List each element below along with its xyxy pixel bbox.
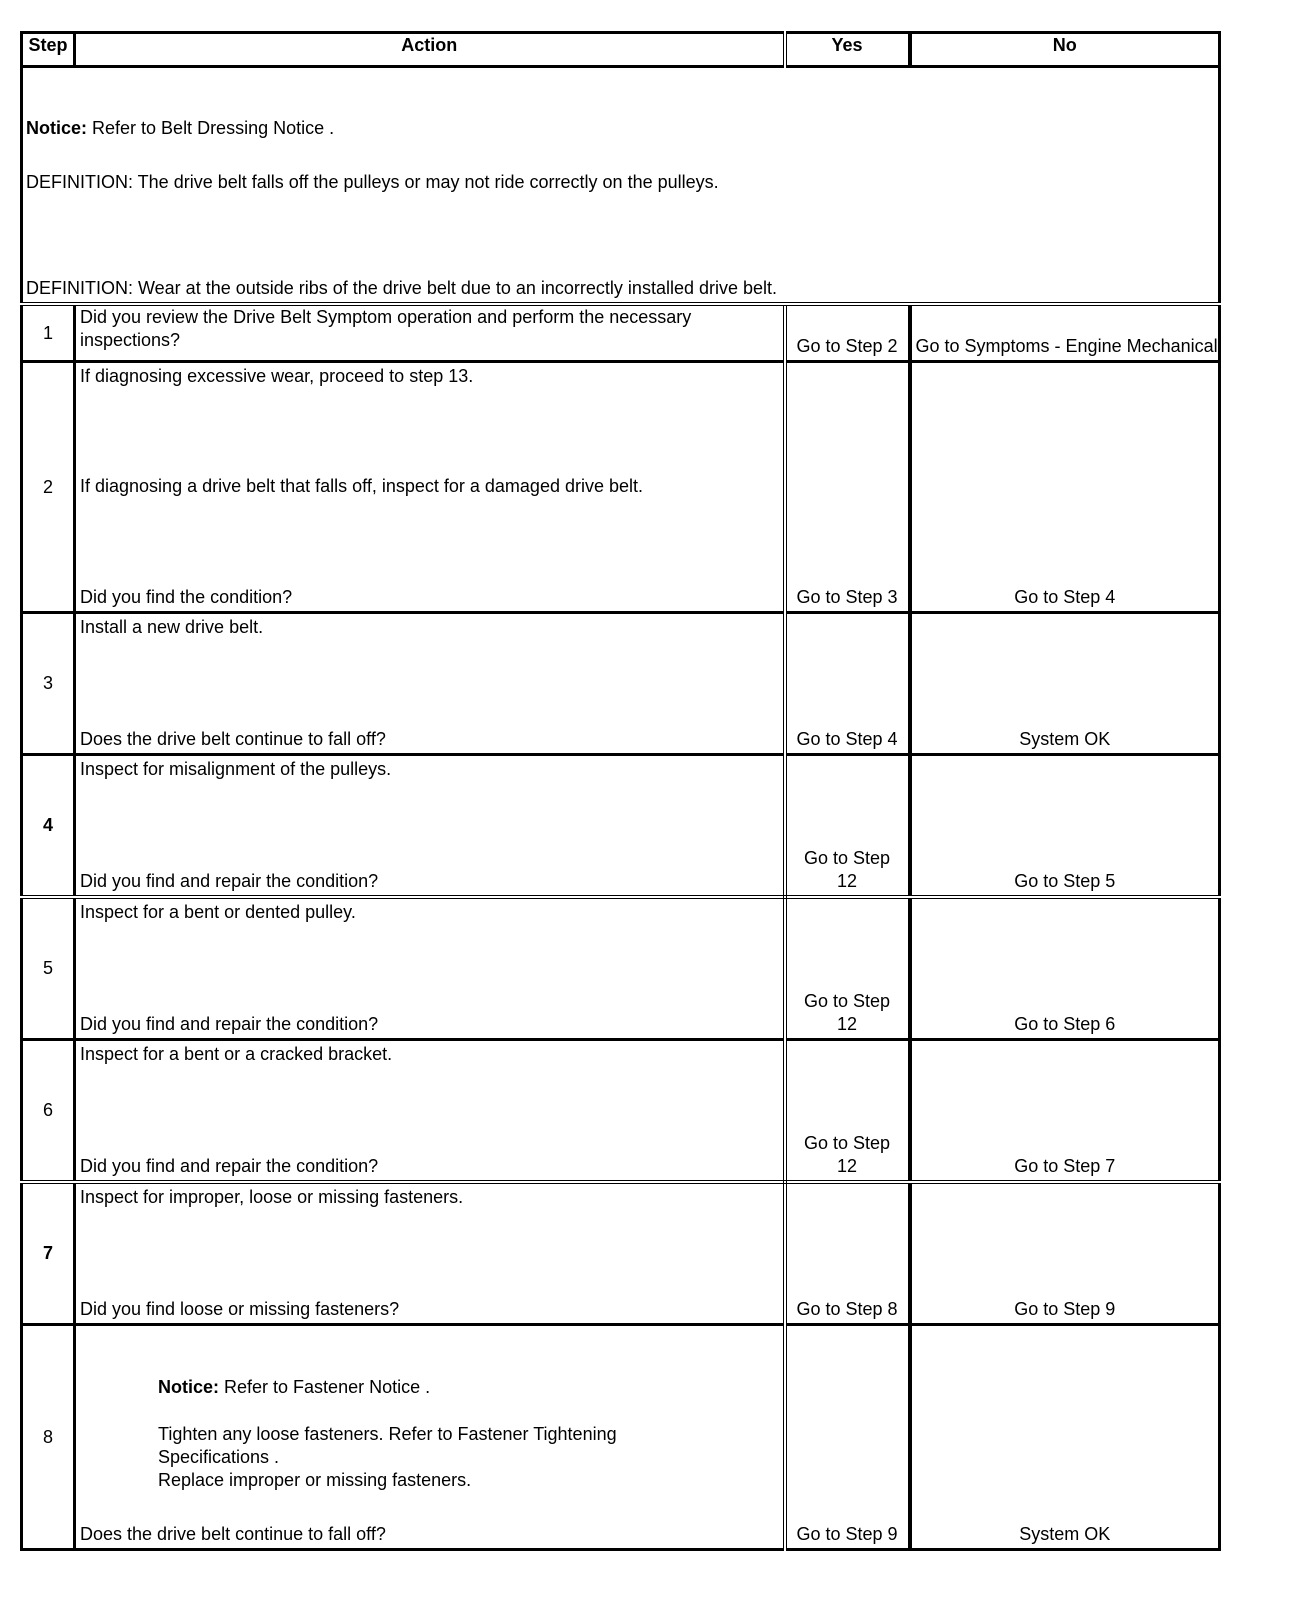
- header-no: No: [910, 33, 1220, 67]
- notice-label: Notice:: [158, 1377, 220, 1397]
- no-link[interactable]: Go to Step 7: [910, 1040, 1220, 1183]
- notice-text: Refer to Belt Dressing Notice .: [87, 118, 335, 138]
- action-instruction: Install a new drive belt.: [80, 617, 264, 637]
- action-instruction: Inspect for a bent or dented pulley.: [80, 902, 356, 922]
- action-line-1: Tighten any loose fasteners. Refer to Fastener Tightening: [158, 1424, 617, 1444]
- no-link[interactable]: Go to Step 9: [910, 1182, 1220, 1325]
- yes-link[interactable]: Go to Step 4: [785, 613, 910, 755]
- action-instruction-2: If diagnosing a drive belt that falls off, inspect for a damaged drive belt.: [80, 476, 644, 496]
- action-question: Did you find the condition?: [80, 587, 293, 607]
- intro-cell: [22, 67, 1220, 305]
- action-question: Did you find and repair the condition?: [80, 871, 379, 891]
- definition-wear: DEFINITION: Wear at the outside ribs of the drive belt due to an incorrectly installed drive belt.: [26, 278, 778, 298]
- action-question: Did you find and repair the condition?: [80, 1014, 379, 1034]
- action-cell: [75, 755, 785, 898]
- step-number: 6: [22, 1040, 75, 1183]
- yes-link[interactable]: Go to Step 12: [785, 897, 910, 1040]
- yes-link[interactable]: Go to Step 12: [785, 755, 910, 898]
- table-row-step-1: [22, 304, 1220, 362]
- action-cell: [75, 1182, 785, 1325]
- table-header-row: [22, 33, 1220, 67]
- diagnostic-document: [20, 31, 1218, 1551]
- no-link[interactable]: Go to Step 6: [910, 897, 1220, 1040]
- intro-notice: [26, 117, 334, 140]
- action-cell: [75, 304, 785, 362]
- table-row-step-2: [22, 362, 1220, 613]
- no-link[interactable]: System OK: [910, 1325, 1220, 1550]
- yes-link[interactable]: Go to Step 2: [785, 304, 910, 362]
- action-question: Does the drive belt continue to fall off?: [80, 1524, 386, 1544]
- step-number: 1: [22, 304, 75, 362]
- action-cell: [75, 613, 785, 755]
- notice-label: Notice:: [26, 118, 88, 138]
- step-number: 5: [22, 897, 75, 1040]
- action-cell: [75, 897, 785, 1040]
- step-number: 2: [22, 362, 75, 613]
- table-row-step-4: [22, 755, 1220, 898]
- diagnostic-table: [20, 31, 1221, 1551]
- fastener-notice: [158, 1376, 430, 1399]
- action-instruction: Inspect for a bent or a cracked bracket.: [80, 1044, 393, 1064]
- action-cell: [75, 1325, 785, 1550]
- notice-text: Refer to Fastener Notice .: [219, 1377, 431, 1397]
- action-cell: [75, 362, 785, 613]
- yes-link[interactable]: Go to Step 8: [785, 1182, 910, 1325]
- table-row-step-5: [22, 897, 1220, 1040]
- table-row-step-6: [22, 1040, 1220, 1183]
- step-number: 4: [22, 755, 75, 898]
- action-text: Did you review the Drive Belt Symptom operation and perform the necessary inspections?: [80, 307, 692, 350]
- intro-row: [22, 67, 1220, 305]
- action-question: Did you find loose or missing fasteners?: [80, 1299, 400, 1319]
- table-row-step-8: [22, 1325, 1220, 1550]
- action-instruction: If diagnosing excessive wear, proceed to step 13.: [80, 366, 474, 386]
- yes-link[interactable]: Go to Step 12: [785, 1040, 910, 1183]
- action-question: Did you find and repair the condition?: [80, 1156, 379, 1176]
- step-number: 8: [22, 1325, 75, 1550]
- header-step: Step: [22, 33, 75, 67]
- table-row-step-7: [22, 1182, 1220, 1325]
- header-yes: Yes: [785, 33, 910, 67]
- no-link[interactable]: System OK: [910, 613, 1220, 755]
- yes-link[interactable]: Go to Step 3: [785, 362, 910, 613]
- no-link[interactable]: Go to Step 5: [910, 755, 1220, 898]
- no-link[interactable]: Go to Symptoms - Engine Mechanical: [910, 304, 1220, 362]
- action-question: Does the drive belt continue to fall off?: [80, 729, 386, 749]
- no-link[interactable]: Go to Step 4: [910, 362, 1220, 613]
- action-line-3: Replace improper or missing fasteners.: [158, 1470, 472, 1490]
- action-cell: [75, 1040, 785, 1183]
- action-instruction: Inspect for improper, loose or missing fasteners.: [80, 1187, 464, 1207]
- step-number: 3: [22, 613, 75, 755]
- table-row-step-3: [22, 613, 1220, 755]
- definition-falls-off: DEFINITION: The drive belt falls off the pulleys or may not ride correctly on the pulleys.: [26, 172, 719, 192]
- yes-link[interactable]: Go to Step 9: [785, 1325, 910, 1550]
- action-line-2: Specifications .: [158, 1447, 280, 1467]
- header-action: Action: [75, 33, 785, 67]
- step-number: 7: [22, 1182, 75, 1325]
- action-instruction: Inspect for misalignment of the pulleys.: [80, 759, 392, 779]
